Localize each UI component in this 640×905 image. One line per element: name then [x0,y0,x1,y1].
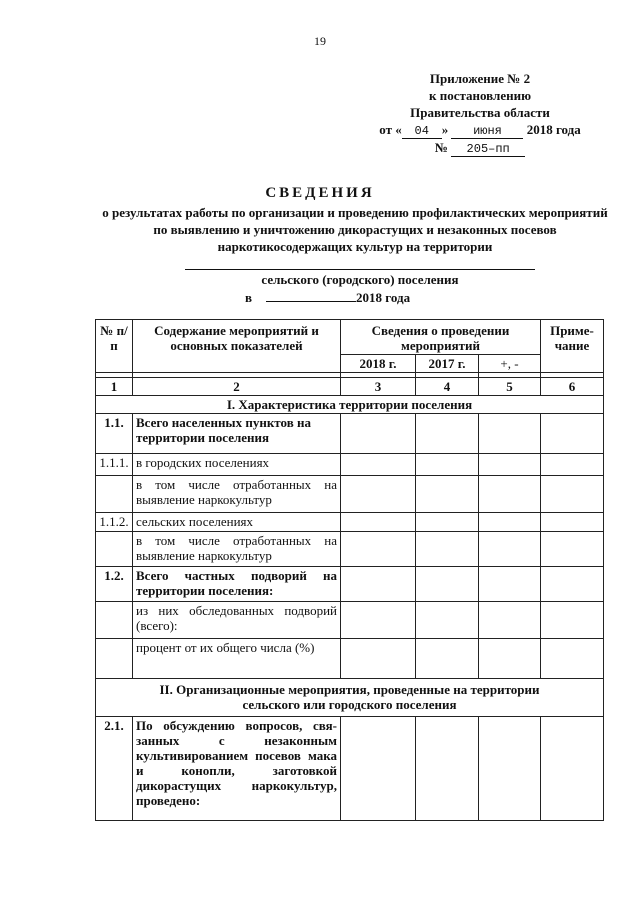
row-text: По обсуждению вопросов, свя-занных с незаконным культивированием посевов мака и конопли, заготовкой дикорастущих наркокультур, проведено: [133,717,341,821]
document-subtitle: о результатах работы по организации и проведению профилактических мероприятий по выявлению и уничтожению дикорастущих и незаконных посевов наркотикосодержащих культур на территории [102,205,608,254]
table-row [96,513,604,532]
period-suffix: 2018 года [356,290,411,305]
table-row [96,602,604,639]
row-text: из них обследованных подворий (всего): [133,602,341,639]
appendix-line2: к постановлению [428,88,532,103]
row-text: в том числе отработанных на выявление наркокультур [133,532,341,567]
table-header-row [96,320,604,355]
header-content: Содержание мероприятий и основных показателей [133,320,341,373]
row-text: процент от их общего числа (%) [133,639,341,679]
header-num: № п/п [96,320,133,373]
row-text: в городских поселениях [133,454,341,476]
header-diff: +, - [479,355,541,373]
col-number: 1 [96,378,133,396]
appendix-title: Приложение № 2 [429,71,531,86]
settlement-name-blank [185,269,535,270]
table-row [96,476,604,513]
row-number: 2.1. [96,717,133,821]
date-month: июня [451,125,523,139]
row-text: Всего частных подворий на территории поселения: [133,567,341,602]
section-2-heading: II. Организационные мероприятия, проведенные на территории сельского или городского поселения [96,679,604,717]
appendix-date [360,121,600,139]
row-text: в том числе отработанных на выявление наркокультур [133,476,341,513]
header-2018: 2018 г. [341,355,416,373]
row-number: 1.1. [96,414,133,454]
date-year: 2018 года [526,122,581,137]
row-number: 1.1.1. [96,454,133,476]
settlement-label: сельского (городского) поселения [261,272,459,287]
col-number: 5 [479,378,541,396]
header-2017: 2017 г. [416,355,479,373]
row-number: 1.1.2. [96,513,133,532]
col-number: 2 [133,378,341,396]
table-row [96,717,604,821]
row-number [96,476,133,513]
row-number [96,532,133,567]
col-number: 4 [416,378,479,396]
document-title: СВЕДЕНИЯ [265,185,375,201]
section-heading-row [96,396,604,414]
appendix-line3: Правительства области [410,105,550,120]
section-1-heading: I. Характеристика территории поселения [96,396,604,414]
header-info: Сведения о проведении мероприятий [341,320,541,355]
appendix-number [360,139,600,157]
row-text: сельских поселениях [133,513,341,532]
date-prefix: от « [379,122,402,137]
period-blank [266,289,356,302]
number-prefix: № [434,140,448,155]
table-row [96,454,604,476]
table-row [96,532,604,567]
col-number: 3 [341,378,416,396]
results-table [95,319,604,821]
header-note: Приме-чание [541,320,604,373]
row-text: Всего населенных пунктов на территории поселения [133,414,341,454]
date-day: 04 [402,125,442,139]
table-row [96,567,604,602]
date-mid: » [441,122,449,137]
section-heading-row [96,679,604,717]
table-row [96,639,604,679]
col-number: 6 [541,378,604,396]
row-number: 1.2. [96,567,133,602]
period-line [245,289,410,306]
column-numbers-row [96,378,604,396]
row-number [96,639,133,679]
row-number [96,602,133,639]
page-number: 19 [314,34,326,48]
appendix-block [360,70,600,157]
number-value: 205–пп [451,143,525,157]
table-row [96,414,604,454]
period-prefix: в [245,290,253,305]
